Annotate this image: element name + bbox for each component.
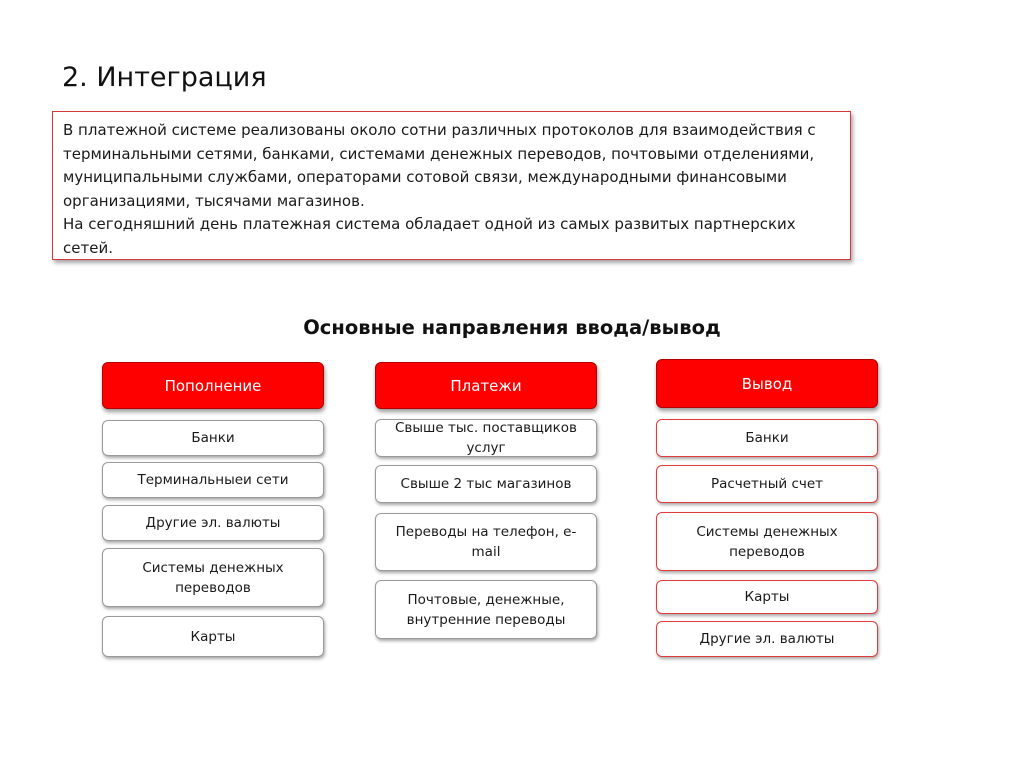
intro-paragraph-1: В платежной системе реализованы около сотни различных протоколов для взаимодействия с терминальными сетями, банками, системами денежных переводов, почтовыми отделениями, муниципальными службами, операторами сотовой связи, международными финансовыми организациями, тысячами магазинов. xyxy=(63,121,816,210)
payments-item: Свыше тыс. поставщиков услуг xyxy=(375,419,597,457)
replenishment-item: Карты xyxy=(102,616,324,657)
replenishment-item: Системы денежных переводов xyxy=(102,548,324,607)
replenishment-item: Банки xyxy=(102,420,324,456)
slide-title: 2. Интеграция xyxy=(62,62,267,93)
column-header-payments: Платежи xyxy=(375,362,597,409)
column-header-withdrawal: Вывод xyxy=(656,359,878,408)
intro-text-box xyxy=(52,111,851,260)
payments-item: Свыше 2 тыс магазинов xyxy=(375,465,597,503)
intro-paragraph-2: На сегодняшний день платежная система обладает одной из самых развитых партнерских сетей. xyxy=(63,215,796,257)
withdrawal-item: Другие эл. валюты xyxy=(656,621,878,657)
column-header-replenishment: Пополнение xyxy=(102,362,324,409)
replenishment-item: Другие эл. валюты xyxy=(102,505,324,541)
withdrawal-item: Банки xyxy=(656,419,878,457)
payments-item: Почтовые, денежные, внутренние переводы xyxy=(375,580,597,639)
withdrawal-item: Системы денежных переводов xyxy=(656,512,878,571)
replenishment-item: Терминальныеи сети xyxy=(102,462,324,498)
section-title: Основные направления ввода/вывод xyxy=(303,316,721,339)
withdrawal-item: Карты xyxy=(656,580,878,614)
withdrawal-item: Расчетный счет xyxy=(656,465,878,503)
payments-item: Переводы на телефон, e-mail xyxy=(375,513,597,571)
